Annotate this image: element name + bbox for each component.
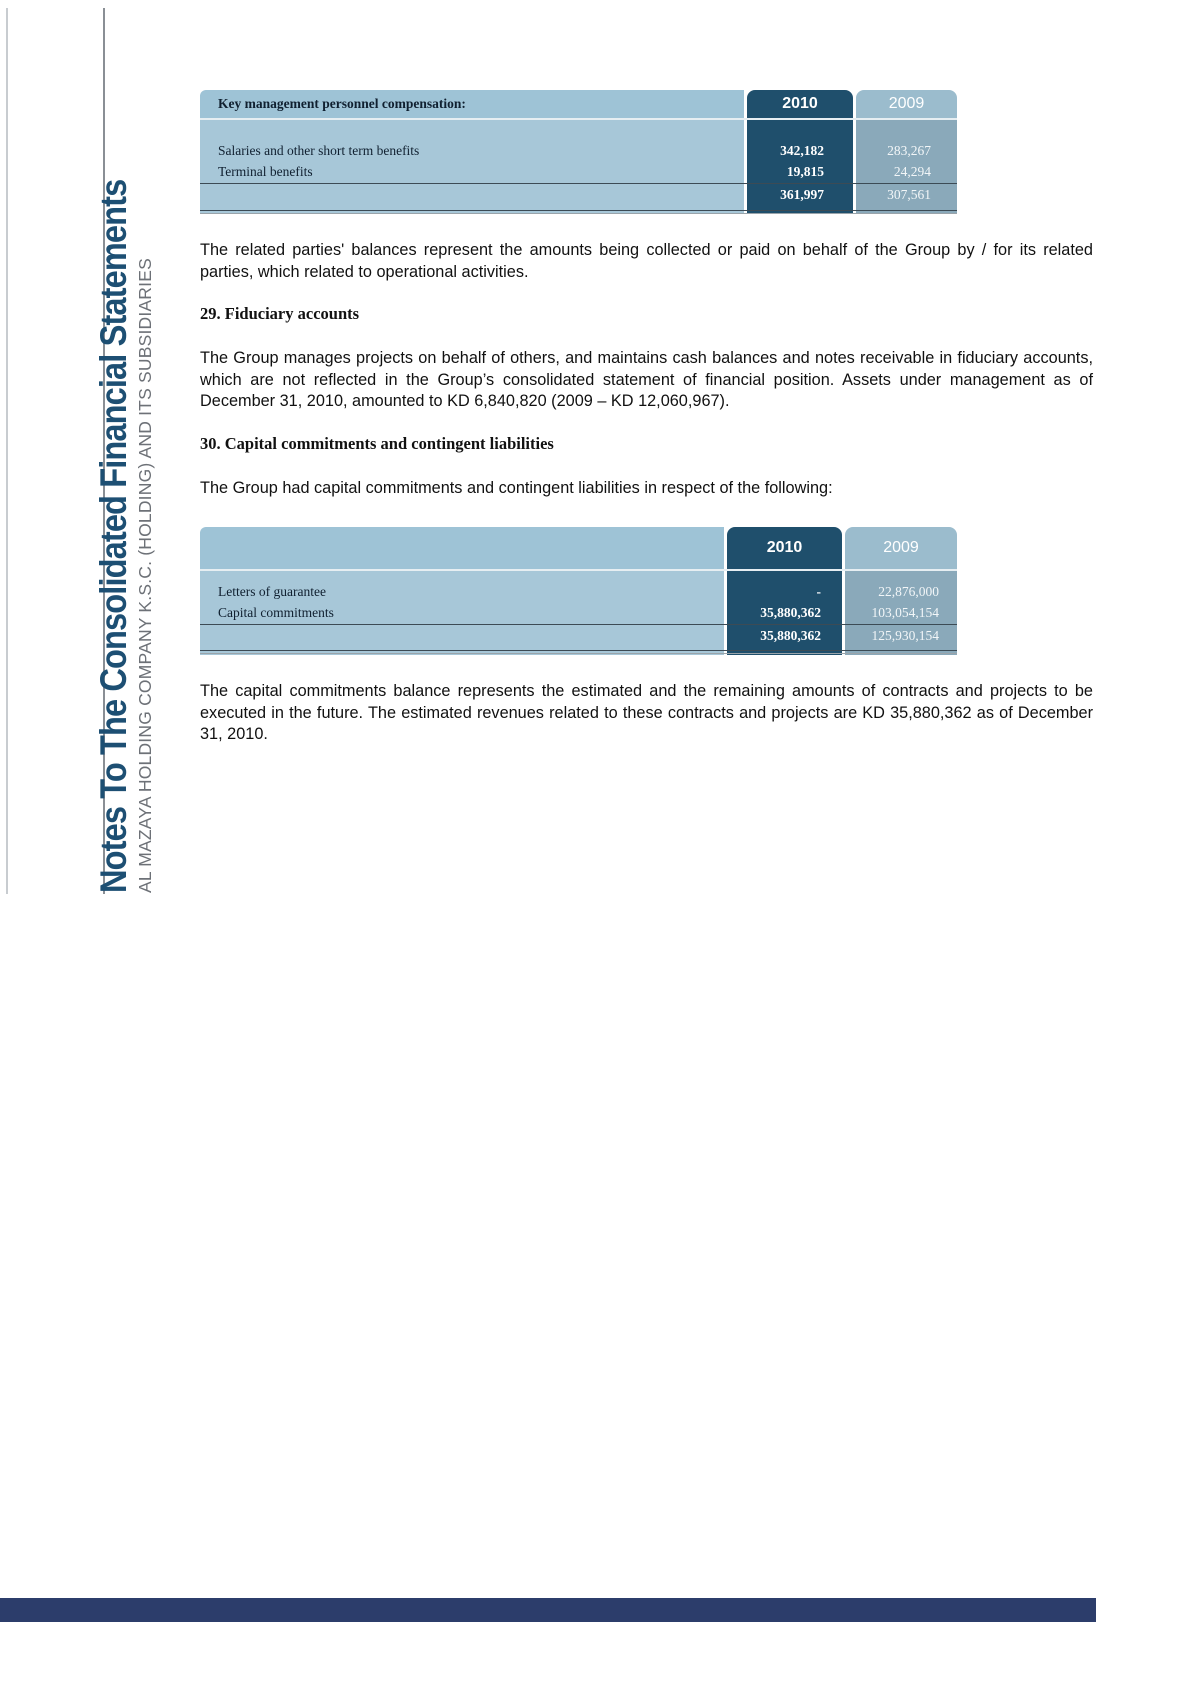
footer-bar — [0, 1598, 1096, 1622]
table-total-2009: 125,930,154 — [871, 628, 939, 643]
table-header-2010: 2010 — [727, 527, 842, 569]
table-row-2010: 342,182 — [780, 143, 824, 158]
table-row-2009: 283,267 — [887, 143, 931, 158]
table-row-2010: 19,815 — [786, 164, 824, 179]
total-divider — [200, 183, 957, 184]
table-row-label: Capital commitments — [218, 605, 334, 620]
table-header-2009: 2009 — [856, 90, 957, 118]
table-row-label: Letters of guarantee — [218, 584, 326, 599]
sidebar-subtitle: AL MAZAYA HOLDING COMPANY K.S.C. (HOLDING) AND ITS SUBSIDIARIES — [135, 258, 155, 893]
table-header-2009: 2009 — [845, 527, 957, 569]
sidebar-title: Notes To The Consolidated Financial Statements — [93, 179, 134, 893]
table-total-2010: 361,997 — [780, 187, 824, 202]
table-total-2009: 307,561 — [887, 187, 931, 202]
table-row-2009: 103,054,154 — [871, 605, 939, 620]
table-bottom-rule-2 — [200, 213, 957, 214]
table-bottom-rule — [200, 210, 957, 211]
section-29-paragraph: The Group manages projects on behalf of others, and maintains cash balances and notes receivable in fiduciary accounts, which are not reflected in the Group’s consolidated statement of financial position. Assets under management as of December 31, 2010, amounted to KD 6,840,820 (2009 – KD 12,060,967). — [200, 349, 1093, 410]
table-row-2010: - — [816, 584, 821, 599]
table-row-2009: 22,876,000 — [878, 584, 939, 599]
section-29-heading: 29. Fiduciary accounts — [200, 304, 360, 323]
commitments-table — [200, 527, 957, 655]
total-divider — [200, 624, 957, 625]
table-row-label: Terminal benefits — [218, 164, 313, 179]
section-30-heading: 30. Capital commitments and contingent liabilities — [200, 434, 554, 453]
section-30-intro: The Group had capital commitments and contingent liabilities in respect of the following: — [200, 479, 833, 497]
table-row-label: Salaries and other short term benefits — [218, 143, 420, 158]
table-header-label: Key management personnel compensation: — [218, 96, 466, 111]
table-bottom-rule-2 — [200, 653, 957, 654]
table-header-2010: 2010 — [747, 90, 853, 118]
table-header-label-cell — [200, 527, 724, 569]
related-parties-paragraph: The related parties' balances represent the amounts being collected or paid on behalf of the Group by / for its related parties, which related to operational activities. — [200, 241, 1093, 281]
table-row-2009: 24,294 — [893, 164, 931, 179]
section-30-closing: The capital commitments balance represents the estimated and the remaining amounts of contracts and projects to be executed in the future. The estimated revenues related to these contracts and projects are KD 35,880,362 as of December 31, 2010. — [200, 682, 1093, 743]
table-bottom-rule — [200, 650, 957, 651]
table-row-2010: 35,880,362 — [760, 605, 821, 620]
table-total-2010: 35,880,362 — [760, 628, 821, 643]
key-management-table — [200, 90, 957, 214]
sidebar-rule-left — [6, 8, 8, 894]
